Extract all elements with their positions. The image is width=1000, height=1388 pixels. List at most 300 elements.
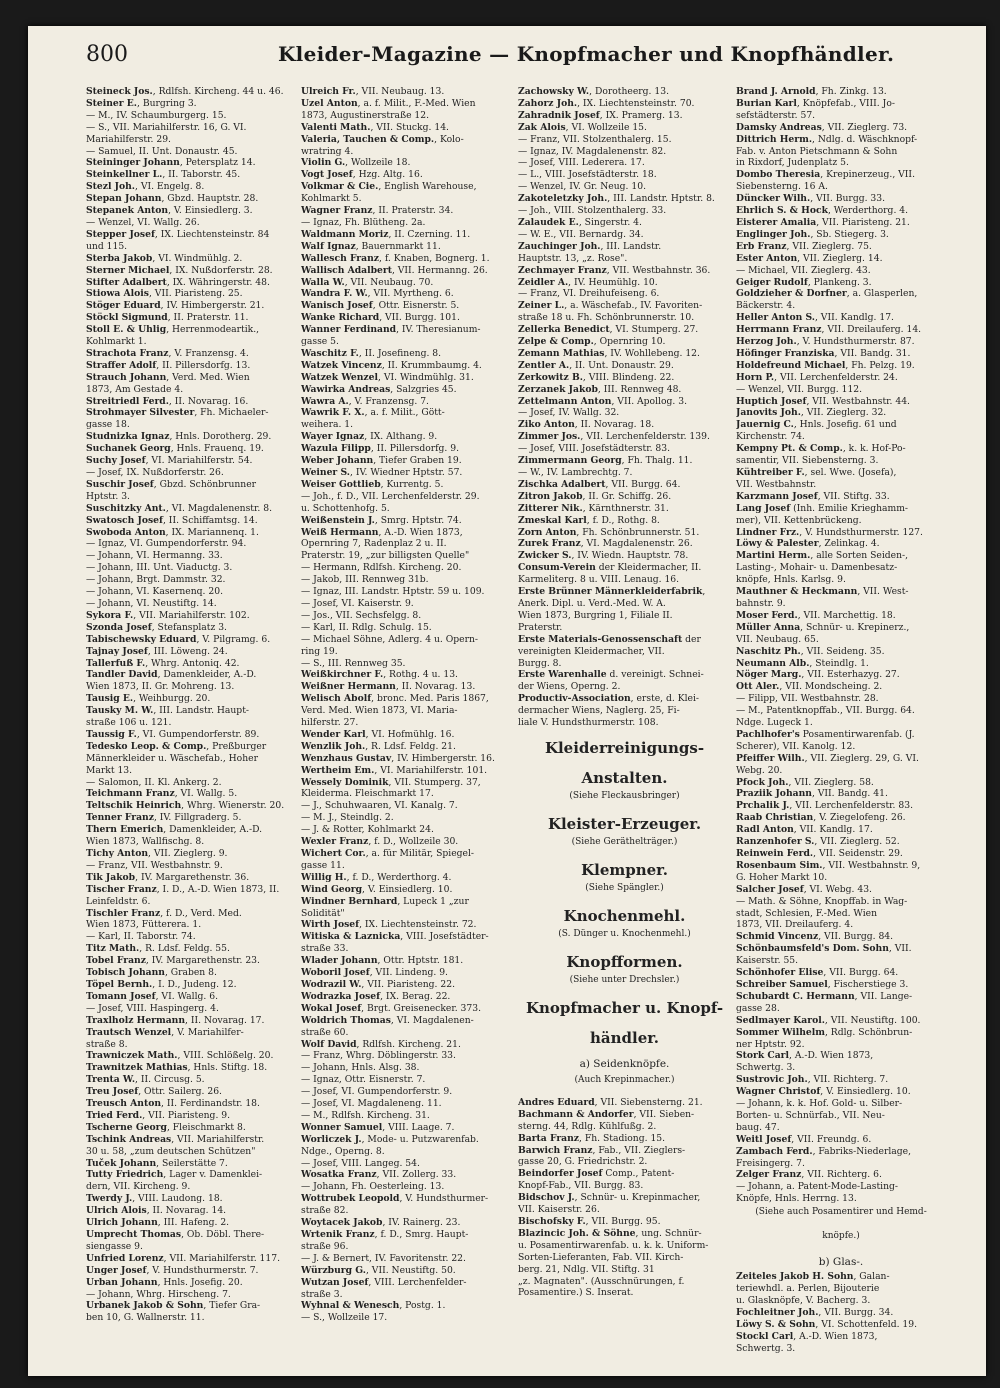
entry-address: , VII. Dreilauferg. 14.	[821, 324, 922, 336]
directory-entry	[86, 741, 296, 753]
entry-name: Tutty Friedrich	[86, 1169, 164, 1181]
directory-entry	[301, 1229, 513, 1241]
entry-name: Wodrazil W.	[301, 978, 362, 990]
entry-name: Zimmer Jos.	[518, 431, 581, 443]
entry-name: Woboril Josef	[301, 967, 370, 979]
entry-address: , Preßburger	[206, 740, 267, 752]
entry-address: Siebensterng. 16 A.	[736, 181, 828, 193]
directory-entry	[86, 1265, 296, 1277]
entry-address: und 115.	[86, 240, 128, 252]
directory-entry	[86, 1050, 296, 1062]
entry-address: Burgg. 8.	[518, 657, 562, 669]
entry-address: Schwertg. 3.	[736, 1062, 796, 1074]
directory-entry	[301, 134, 513, 146]
entry-address: , Singerstr. 4.	[578, 216, 642, 228]
directory-entry	[736, 253, 946, 265]
directory-entry	[518, 443, 731, 455]
directory-entry	[86, 836, 296, 848]
directory-entry	[86, 527, 296, 539]
entry-address: , VIII. Laage. 7.	[382, 1121, 455, 1133]
directory-entry	[86, 634, 296, 646]
entry-name: Wyhnal & Wenesch	[301, 1300, 400, 1312]
entry-address: liale V. Hundsthurmerstr. 108.	[518, 717, 659, 729]
entry-address: — W. E., VII. Bernardg. 34.	[518, 228, 644, 240]
entry-address: — Johann, VI. Hermanng. 33.	[86, 550, 223, 562]
entry-name: Raab Christian	[736, 812, 814, 824]
entry-address: , II. Czerning. 11.	[388, 228, 471, 240]
subsection-heading: a) Seidenknöpfe.	[579, 1057, 670, 1070]
entry-address: , VII. Seideng. 35.	[800, 645, 885, 657]
section-heading: händler.	[589, 1028, 659, 1047]
entry-name: Wertheim Em.	[301, 764, 375, 776]
directory-entry	[736, 1343, 946, 1355]
directory-entry	[301, 574, 513, 586]
entry-address: , Brgt. Greisenecker. 373.	[361, 1002, 481, 1014]
directory-entry	[736, 1098, 946, 1110]
directory-entry	[86, 265, 296, 277]
directory-entry	[736, 288, 946, 300]
entry-address: , VII. Marchettig. 18.	[797, 609, 896, 621]
directory-entry	[301, 229, 513, 241]
entry-name: Volkmar & Cie.	[301, 181, 379, 193]
entry-address: Wien 1873, Burgring 1, Filiale II.	[518, 609, 673, 621]
entry-name: Tuček Johann	[86, 1157, 157, 1169]
directory-entry	[301, 622, 513, 634]
entry-address: , II. Taborstr. 45.	[162, 169, 241, 181]
entry-name: Zak Alois	[518, 121, 566, 133]
entry-name: Huptich Josef	[736, 395, 807, 407]
entry-address: , IV. Fillgraderg. 5.	[153, 812, 242, 824]
directory-entry	[86, 1062, 296, 1074]
entry-name: Weißkirchner F.	[301, 669, 384, 681]
directory-entry	[86, 443, 296, 455]
entry-address: , VII. Kandlg. 17.	[814, 312, 894, 324]
section-heading: Kleiderreinigungs-	[544, 738, 705, 757]
directory-entry	[86, 574, 296, 586]
entry-address: , VII. Burgg. 64.	[823, 967, 899, 979]
entry-address: Webg. 20.	[736, 764, 783, 776]
directory-entry	[301, 931, 513, 943]
directory-entry	[301, 550, 513, 562]
directory-entry	[736, 1122, 946, 1134]
entry-name: Eisterer Amalia	[736, 216, 817, 228]
entry-address: , VII. Lange-	[854, 990, 913, 1002]
entry-name: Stöckl Sigmund	[86, 312, 168, 324]
directory-entry	[518, 1204, 731, 1216]
entry-address: , VII. Seidenstr. 29.	[813, 848, 903, 859]
entry-name: Wutzan Josef	[301, 1276, 369, 1288]
entry-name: Wirth Josef	[301, 919, 360, 931]
directory-entry	[736, 312, 946, 324]
directory-entry	[301, 455, 513, 467]
entry-address: , VII. Richterg. 7.	[807, 1074, 889, 1086]
entry-name: Steinkellner L.	[86, 169, 163, 181]
directory-entry	[736, 824, 946, 836]
directory-entry	[736, 98, 946, 110]
entry-address: — Josef, VI. Magdaleneng. 11.	[301, 1098, 442, 1110]
entry-address: , VII. Piaristeng. 9.	[142, 1109, 231, 1121]
entry-address: , VII. Sieben-	[633, 1108, 695, 1120]
entry-address: , II. Novarag. 14.	[146, 1205, 227, 1217]
entry-name: Zwicker S.	[518, 550, 572, 562]
entry-address: , VII. Apollog. 3.	[611, 395, 687, 407]
directory-entry	[86, 1122, 296, 1134]
directory-entry	[86, 562, 296, 574]
directory-entry	[86, 848, 296, 860]
entry-name: Stiowa Alois	[86, 288, 149, 300]
entry-address: , f. D., Werderthorg. 4.	[346, 871, 452, 883]
entry-address: , II. Unt. Donaustr. 29.	[569, 359, 674, 371]
entry-address: Sorten-Lieferanten, Fab. VII. Kirch-	[518, 1251, 684, 1263]
entry-name: Fochleitner Joh.	[736, 1306, 819, 1318]
entry-address: , Whrg. Antoniq. 42.	[145, 657, 240, 669]
entry-name: Stezl Joh.	[86, 181, 135, 193]
entry-address: , VII. Burgg. 101.	[379, 312, 460, 324]
entry-name: Zimmermann Georg	[518, 455, 622, 467]
entry-address: , Damenkleider, A.-D.	[163, 824, 263, 836]
directory-entry	[301, 872, 513, 884]
entry-address: , VII. Zieglerg. 29, G. VI.	[804, 752, 919, 764]
entry-address: , Hnls. Frauenq. 19.	[170, 443, 264, 455]
directory-entry	[518, 288, 731, 300]
entry-address: — Josef, VIII. Josefstädterstr. 83.	[518, 443, 671, 455]
directory-entry	[518, 705, 731, 717]
entry-address: — Ignaz, IV. Magdalenenstr. 82.	[518, 145, 667, 157]
directory-entry	[86, 622, 296, 634]
directory-entry	[86, 538, 296, 550]
entry-address: gasse 11.	[301, 859, 345, 871]
entry-name: Stöger Eduard	[86, 300, 161, 312]
entry-address: — Ignaz, Ottr. Eisnerstr. 7.	[301, 1074, 426, 1086]
entry-address: gasse 18.	[86, 419, 130, 431]
entry-address: — Johann, VI. Kasernenq. 20.	[86, 586, 223, 598]
directory-entry	[301, 669, 513, 681]
entry-name: Wodrazka Josef	[301, 990, 381, 1002]
directory-entry	[736, 1134, 946, 1146]
directory-entry	[736, 622, 946, 634]
entry-address: , f. Knaben, Bognerg. 1.	[379, 252, 490, 264]
entry-address: straße 106 u. 121.	[86, 717, 172, 729]
directory-entry	[86, 1098, 296, 1110]
entry-address: , a. Glasperlen,	[846, 288, 918, 300]
entry-address: , VI. Wollzeile 15.	[565, 121, 647, 133]
directory-entry	[518, 646, 731, 658]
directory-entry	[301, 586, 513, 598]
directory-entry	[301, 157, 513, 169]
entry-name: Zerzanek Jakob	[518, 383, 598, 395]
entry-address: Posamentire.) S. Inserat.	[518, 1287, 634, 1299]
entry-address: — Jos., VII. Sechsfelgg. 8.	[301, 609, 422, 621]
directory-entry	[86, 884, 296, 896]
entry-name: Tobisch Johann	[86, 967, 165, 979]
entry-address: (Inh. Emilie Krieghamm-	[790, 502, 909, 514]
entry-address: , VII. Richterg. 6.	[801, 1169, 882, 1181]
directory-entry	[518, 134, 731, 146]
directory-entry	[301, 1086, 513, 1098]
directory-entry	[86, 824, 296, 836]
entry-name: Praziik Johann	[736, 788, 812, 800]
entry-address: mer), VII. Kettenbrückeng.	[736, 514, 862, 526]
entry-name: Tischer Franz	[86, 883, 157, 895]
entry-address: , VII. Mariahilferstr.	[171, 1133, 265, 1145]
entry-name: Dombo Theresia	[736, 169, 821, 181]
entry-address: , Rdlfsh. Kircheng. 44 u. 46.	[152, 86, 284, 97]
entry-address: , Lupeck 1 „zur	[397, 895, 469, 907]
directory-entry	[86, 229, 296, 241]
directory-entry	[301, 265, 513, 277]
entry-address: — Johann, Hnls. Alsg. 38.	[301, 1062, 420, 1074]
entry-address: , Tiefer Gra-	[203, 1300, 261, 1312]
directory-entry	[86, 800, 296, 812]
directory-entry	[86, 300, 296, 312]
directory-entry	[86, 872, 296, 884]
entry-name: Woytacek Jakob	[301, 1217, 383, 1229]
directory-entry	[301, 693, 513, 705]
entry-name: Zauchinger Joh.	[518, 240, 601, 252]
entry-name: Thern Emerich	[86, 824, 164, 836]
entry-address: , Stefansplatz 3.	[151, 621, 227, 633]
entry-name: Wawrik F. X.	[301, 407, 365, 419]
entry-name: Herrmann Franz	[736, 324, 822, 336]
directory-entry	[86, 455, 296, 467]
entry-address: — Hermann, Rdlfsh. Kircheng. 20.	[301, 562, 462, 574]
entry-address: , VI. Stumperg. 27.	[609, 324, 699, 336]
directory-entry	[86, 646, 296, 658]
entry-address: — Johann, k. k. Hof. Gold- u. Silber-	[736, 1098, 903, 1110]
entry-name: Trawniczek Math.	[86, 1050, 178, 1062]
directory-entry	[736, 741, 946, 753]
directory-entry	[736, 324, 946, 336]
entry-address: , Fh. Zinkg. 13.	[815, 86, 887, 97]
entry-name: Löwy & Palester	[736, 538, 819, 550]
entry-address: , II. Schiffamtsg. 14.	[162, 514, 258, 526]
directory-entry	[86, 1312, 296, 1324]
entry-address: , Fabriks-Niederlage,	[812, 1145, 912, 1157]
directory-entry	[301, 800, 513, 812]
entry-address: — J. & Rotter, Kohlmarkt 24.	[301, 824, 434, 836]
directory-entry	[301, 1110, 513, 1122]
entry-name: Erste Warenhalle	[518, 669, 607, 681]
directory-entry	[301, 812, 513, 824]
entry-name: Stepanek Anton	[86, 205, 169, 217]
directory-entry	[301, 312, 513, 324]
entry-address: , R. Ldsf. Feldg. 55.	[139, 943, 230, 955]
entry-address: VII. Kaiserstr. 26.	[518, 1204, 600, 1216]
directory-entry	[301, 848, 513, 860]
directory-entry	[301, 1181, 513, 1193]
directory-entry	[518, 598, 731, 610]
directory-entry	[736, 336, 946, 348]
entry-address: , VII. Zieglerg. 52.	[814, 836, 900, 848]
directory-entry	[86, 896, 296, 908]
directory-entry	[518, 515, 731, 527]
entry-address: Wien 1873, II. Gr. Mohreng. 13.	[86, 681, 235, 693]
page-title: Kleider-Magazine — Knopfmacher und Knopfhändler.	[278, 42, 895, 66]
directory-entry	[86, 360, 296, 372]
entry-name: Damsky Andreas	[736, 121, 822, 133]
entry-name: Wessely Dominik	[301, 776, 389, 788]
directory-entry	[86, 705, 296, 717]
entry-address: , Bauernmarkt 11.	[355, 240, 441, 252]
entry-address: gasse 20, G. Friedrichstr. 2.	[518, 1156, 648, 1168]
directory-entry	[736, 181, 946, 193]
directory-entry	[736, 1331, 946, 1343]
entry-address: gasse 5.	[301, 336, 339, 348]
directory-entry	[86, 1241, 296, 1253]
entry-name: Sedlmayer Karol.	[736, 1014, 825, 1026]
entry-name: Zeiner L.	[518, 300, 565, 312]
directory-entry	[301, 1217, 513, 1229]
directory-entry	[736, 431, 946, 443]
directory-entry	[736, 1110, 946, 1122]
directory-entry	[736, 1146, 946, 1158]
entry-address: , III. Landstr. Hptstr. 8.	[607, 193, 715, 205]
entry-address: Kohlmarkt 5.	[301, 193, 362, 205]
directory-entry	[518, 110, 731, 122]
entry-address: Mariahilferstr. 29.	[86, 133, 171, 145]
entry-address: — Michael Söhne, Adlerg. 4 u. Opern-	[301, 633, 479, 645]
entry-name: Schubardt C. Hermann	[736, 990, 855, 1002]
directory-entry	[301, 1050, 513, 1062]
entry-name: Stepan Johann	[86, 193, 162, 205]
entry-address: Knöpfe, Hnls. Herrng. 13.	[736, 1193, 857, 1205]
entry-address: , Fab., VII. Zieglers-	[592, 1144, 686, 1156]
directory-entry	[518, 169, 731, 181]
directory-entry	[86, 1253, 296, 1265]
entry-address: , III. Rennweg 48.	[597, 383, 682, 395]
entry-address: , Smrg. Hptstr. 74.	[374, 514, 462, 526]
entry-address: , VII. Hermanng. 26.	[391, 264, 488, 276]
entry-address: , Gbzd. Schönbrunner	[153, 478, 257, 490]
directory-entry	[736, 205, 946, 217]
directory-entry	[518, 479, 731, 491]
entry-name: Windner Bernhard	[301, 895, 398, 907]
directory-entry	[736, 729, 946, 741]
entry-address: , a. für Militär, Spiegel-	[365, 848, 475, 859]
entry-name: Pachlhofer's	[736, 728, 800, 740]
entry-name: Zitterer Nik.	[518, 502, 583, 514]
directory-entry	[301, 1312, 513, 1324]
entry-address: , VII. Siebensterng. 21.	[594, 1096, 703, 1108]
directory-entry	[301, 205, 513, 217]
page-header	[28, 42, 986, 82]
entry-address: , VII. Burgg. 84.	[818, 931, 894, 943]
directory-entry	[301, 253, 513, 265]
entry-name: Wexler Franz	[301, 836, 369, 848]
entry-address: — Karl, II. Taborstr. 74.	[86, 931, 196, 943]
directory-entry	[86, 1277, 296, 1289]
cross-reference-note: (Auch Krepinmacher.)	[574, 1074, 675, 1085]
entry-address: , V. Hundsthurmerstr. 127.	[799, 526, 923, 538]
entry-name: Schreiber Samuel	[736, 978, 828, 990]
entry-name: Swatosch Josef	[86, 514, 163, 526]
entry-address: , Werderthorg. 4.	[827, 205, 909, 217]
entry-name: Studnizka Ignaz	[86, 431, 170, 443]
directory-entry	[518, 562, 731, 574]
entry-address: — Johann, a. Patent-Mode-Lasting-	[736, 1181, 898, 1193]
directory-entry	[301, 443, 513, 455]
directory-entry	[301, 1253, 513, 1265]
entry-name: Sustrovic Joh.	[736, 1074, 808, 1086]
entry-address: Markt 13.	[86, 764, 133, 776]
directory-entry	[301, 908, 513, 920]
directory-entry	[86, 396, 296, 408]
directory-entry	[736, 550, 946, 562]
entry-address: gasse 28.	[736, 1002, 780, 1014]
entry-name: Erste Brünner Männerkleiderfabrik	[518, 586, 703, 598]
directory-entry	[736, 538, 946, 550]
entry-name: Twerdy J.	[86, 1193, 133, 1205]
directory-entry	[301, 527, 513, 539]
entry-address: Anerk. Dipl. u. Verd.-Med. W. A.	[518, 597, 666, 609]
entry-address: — Josef, VIII. Haspingerg. 4.	[86, 1002, 219, 1014]
entry-address: , Fh. Pelzg. 19.	[845, 359, 915, 371]
entry-address: , V. Einsiedlerg. 10.	[362, 883, 453, 895]
directory-entry	[518, 217, 731, 229]
entry-name: Töpel Bernh.	[86, 978, 153, 990]
entry-address: , Zelinkag. 4.	[818, 538, 880, 550]
entry-address: — Franz, VI. Dreihufeiseng. 6.	[518, 288, 660, 300]
directory-entry	[301, 515, 513, 527]
directory-entry	[736, 1193, 946, 1205]
directory-entry	[518, 527, 731, 539]
directory-entry	[86, 1193, 296, 1205]
entry-address: , a. Wäschefab., IV. Favoriten-	[564, 300, 703, 312]
entry-address: , f. D., Rothg. 8.	[586, 514, 660, 526]
entry-address: Kohlmarkt 1.	[86, 336, 147, 348]
entry-address: Comp., Patent-	[602, 1168, 675, 1180]
directory-entry	[518, 86, 731, 98]
entry-address: , VIII. Lerchenfelder-	[368, 1276, 467, 1288]
directory-entry	[736, 598, 946, 610]
directory-entry	[86, 98, 296, 110]
directory-entry	[86, 407, 296, 419]
cross-reference-note: (Siehe Spängler.)	[585, 882, 664, 893]
entry-name: Valenti Math.	[301, 121, 371, 133]
entry-address: , IV. Rainerg. 23.	[382, 1217, 461, 1229]
directory-entry	[301, 598, 513, 610]
directory-entry	[518, 193, 731, 205]
entry-address: — M., Patentknopffab., VII. Burgg. 64.	[736, 705, 915, 717]
entry-name: Wrtenik Franz	[301, 1229, 375, 1240]
entry-address: , V. Hundsthurmerstr. 7.	[146, 1264, 259, 1276]
entry-address: , bronc. Med. Paris 1867,	[371, 693, 489, 705]
entry-name: Tik Jakob	[86, 871, 136, 883]
directory-entry	[301, 181, 513, 193]
entry-address: , R. Ldsf. Feldg. 21.	[365, 740, 456, 752]
entry-address: G. Hoher Markt 10.	[736, 871, 828, 883]
entry-name: Kempny Pt. & Comp.	[736, 443, 843, 455]
directory-entry	[518, 1133, 731, 1145]
entry-address: straße 33.	[301, 943, 349, 955]
entry-address: Solidität"	[301, 907, 345, 919]
directory-entry	[518, 1240, 731, 1252]
directory-entry	[86, 253, 296, 265]
entry-name: Strohmayer Silvester	[86, 407, 195, 419]
entry-address: , IV. Margarethenstr. 23.	[145, 955, 260, 967]
directory-entry	[518, 229, 731, 241]
directory-entry	[736, 562, 946, 574]
directory-entry	[736, 527, 946, 539]
directory-entry	[301, 1277, 513, 1289]
directory-entry	[301, 348, 513, 360]
directory-entry	[86, 991, 296, 1003]
entry-address: , II. Pillersdorfg. 13.	[156, 359, 251, 371]
entry-name: Sterba Jakob	[86, 252, 153, 264]
entry-name: Schönhofer Elise	[736, 967, 824, 979]
entry-address: , VII. Burgg. 64.	[605, 478, 681, 490]
entry-address: , IX. Pramerg. 13.	[599, 109, 683, 121]
